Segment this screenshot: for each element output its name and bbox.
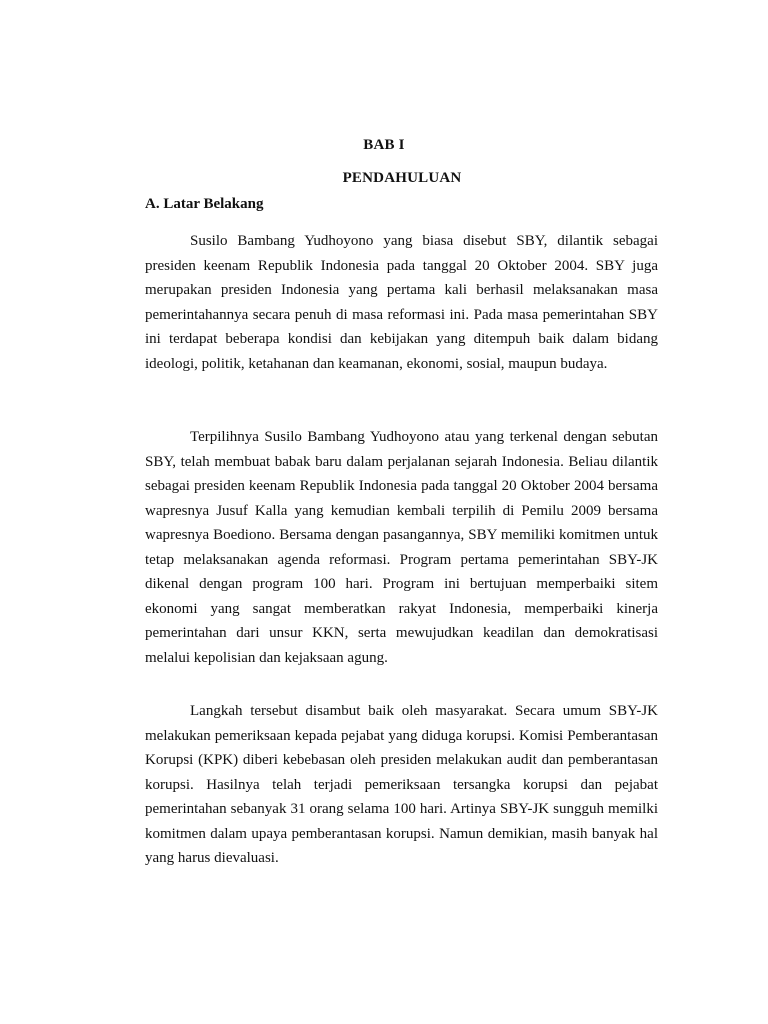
- paragraph-3: Langkah tersebut disambut baik oleh masyarakat. Secara umum SBY-JK melakukan pemeriksaan kepada pejabat yang diduga korupsi. Komisi Pemberantasan Korupsi (KPK) diberi kebebasan oleh presiden melakukan audit dan pemberantasan korupsi. Hasilnya telah terjadi pemeriksaan tersangka korupsi dan pejabat pemerintahan sebanyak 31 orang selama 100 hari. Artinya SBY-JK sungguh memilki komitmen dalam upaya pemberantasan korupsi. Namun demikian, masih banyak hal yang harus dievaluasi.: [145, 703, 658, 866]
- paragraph-2: Terpilihnya Susilo Bambang Yudhoyono atau yang terkenal dengan sebutan SBY, telah membuat babak baru dalam perjalanan sejarah Indonesia. Beliau dilantik sebagai presiden keenam Republik Indonesia pada tanggal 20 Oktober 2004 bersama wapresnya Jusuf Kalla yang kemudian kembali terpilih di Pemilu 2009 bersama wapresnya Boediono. Bersama dengan pasangannya, SBY memiliki komitmen untuk tetap melaksanakan agenda reformasi. Program pertama pemerintahan SBY-JK dikenal dengan program 100 hari. Program ini bertujuan memperbaiki sitem ekonomi yang sangat memberatkan rakyat Indonesia, memperbaiki kinerja pemerintahan dari unsur KKN, serta mewujudkan keadilan dan demokratisasi melalui kepolisian dan kejaksaan agung.: [145, 429, 658, 666]
- section-heading: A. Latar Belakang: [145, 196, 264, 212]
- chapter-label: BAB I: [363, 137, 405, 153]
- paragraph-1: Susilo Bambang Yudhoyono yang biasa disebut SBY, dilantik sebagai presiden keenam Republik Indonesia pada tanggal 20 Oktober 2004. SBY juga merupakan presiden Indonesia yang pertama kali berhasil melaksanakan masa pemerintahannya secara penuh di masa reformasi ini. Pada masa pemerintahan SBY ini terdapat beberapa kondisi dan kebijakan yang ditempuh baik dalam bidang ideologi, politik, ketahanan dan keamanan, ekonomi, sosial, maupun budaya.: [145, 233, 658, 372]
- chapter-title: PENDAHULUAN: [342, 170, 462, 186]
